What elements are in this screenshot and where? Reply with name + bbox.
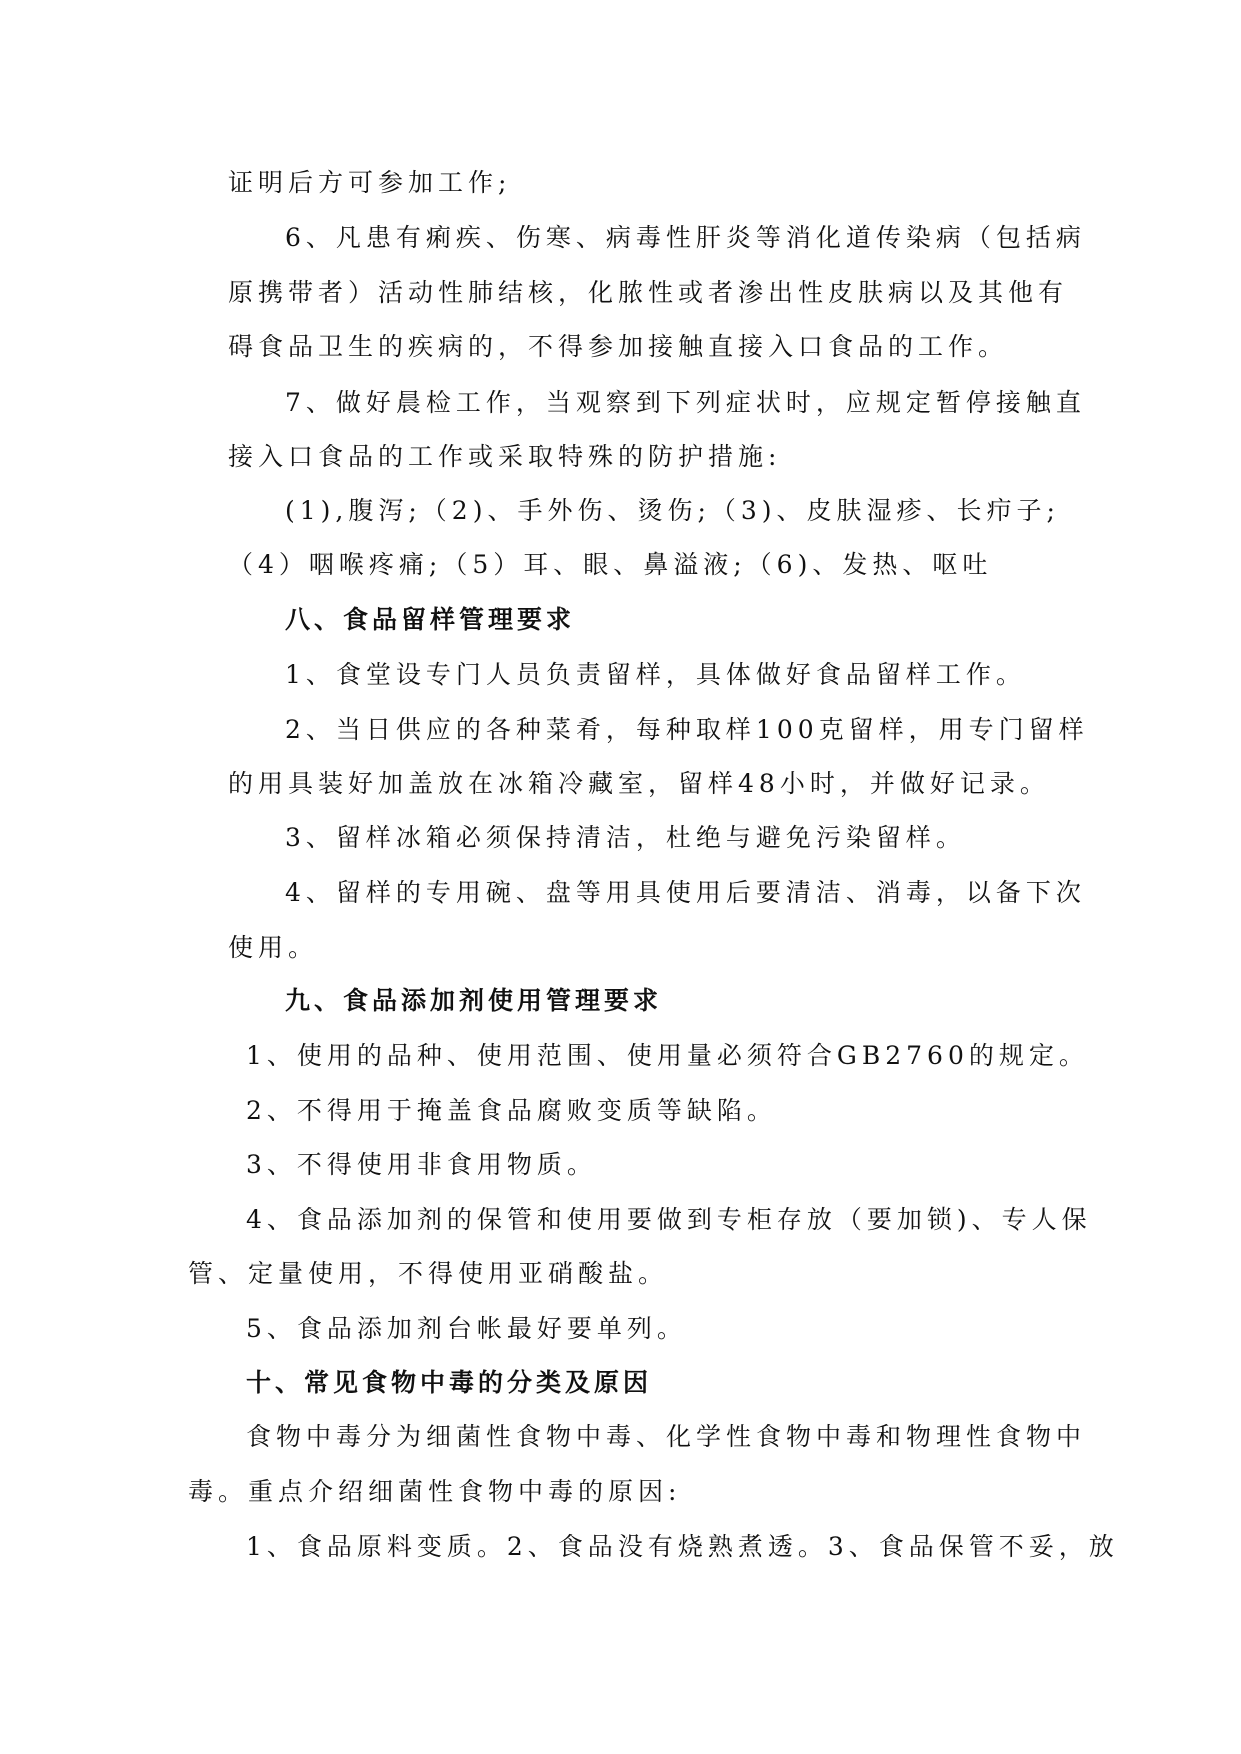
section-heading: 九、食品添加剂使用管理要求 [285, 986, 663, 1015]
text-line: 证明后方可参加工作; [228, 168, 512, 197]
text-line: 4、留样的专用碗、盘等用具使用后要清洁、消毒，以备下次 [285, 878, 1086, 907]
text-line: 毒。重点介绍细菌性食物中毒的原因: [188, 1477, 682, 1506]
text-line: 1、食堂设专门人员负责留样，具体做好食品留样工作。 [285, 660, 1026, 689]
text-line: (1),腹泻;（2)、手外伤、烫伤;（3)、皮肤湿疹、长疖子; [285, 496, 1060, 525]
text-line: （4）咽喉疼痛;（5）耳、眼、鼻溢液;（6)、发热、呕吐 [228, 550, 993, 579]
text-line: 5、食品添加剂台帐最好要单列。 [246, 1314, 687, 1343]
text-line: 接入口食品的工作或采取特殊的防护措施: [228, 442, 782, 471]
text-line: 6、凡患有痢疾、伤寒、病毒性肝炎等消化道传染病（包括病 [285, 223, 1086, 252]
text-line: 使用。 [228, 933, 319, 962]
text-line: 管、定量使用，不得使用亚硝酸盐。 [188, 1259, 669, 1288]
section-heading: 十、常见食物中毒的分类及原因 [246, 1368, 653, 1397]
section-heading: 八、食品留样管理要求 [285, 605, 576, 634]
text-line: 4、食品添加剂的保管和使用要做到专柜存放（要加锁)、专人保 [246, 1205, 1092, 1234]
text-line: 1、使用的品种、使用范围、使用量必须符合GB2760的规定。 [246, 1041, 1089, 1070]
text-line: 7、做好晨检工作，当观察到下列症状时，应规定暂停接触直 [285, 388, 1086, 417]
text-line: 原携带者）活动性肺结核，化脓性或者渗出性皮肤病以及其他有 [228, 278, 1069, 307]
text-line: 1、食品原料变质。2、食品没有烧熟煮透。3、食品保管不妥，放 [246, 1532, 1119, 1561]
text-line: 2、不得用于掩盖食品腐败变质等缺陷。 [246, 1096, 777, 1125]
text-line: 的用具装好加盖放在冰箱冷藏室，留样48小时，并做好记录。 [228, 769, 1050, 798]
text-line: 3、不得使用非食用物质。 [246, 1150, 597, 1179]
text-line: 碍食品卫生的疾病的，不得参加接触直接入口食品的工作。 [228, 332, 1009, 361]
text-line: 3、留样冰箱必须保持清洁，杜绝与避免污染留样。 [285, 823, 966, 852]
text-line: 食物中毒分为细菌性食物中毒、化学性食物中毒和物理性食物中 [246, 1422, 1087, 1451]
text-line: 2、当日供应的各种菜肴，每种取样100克留样，用专门留样 [285, 715, 1089, 744]
